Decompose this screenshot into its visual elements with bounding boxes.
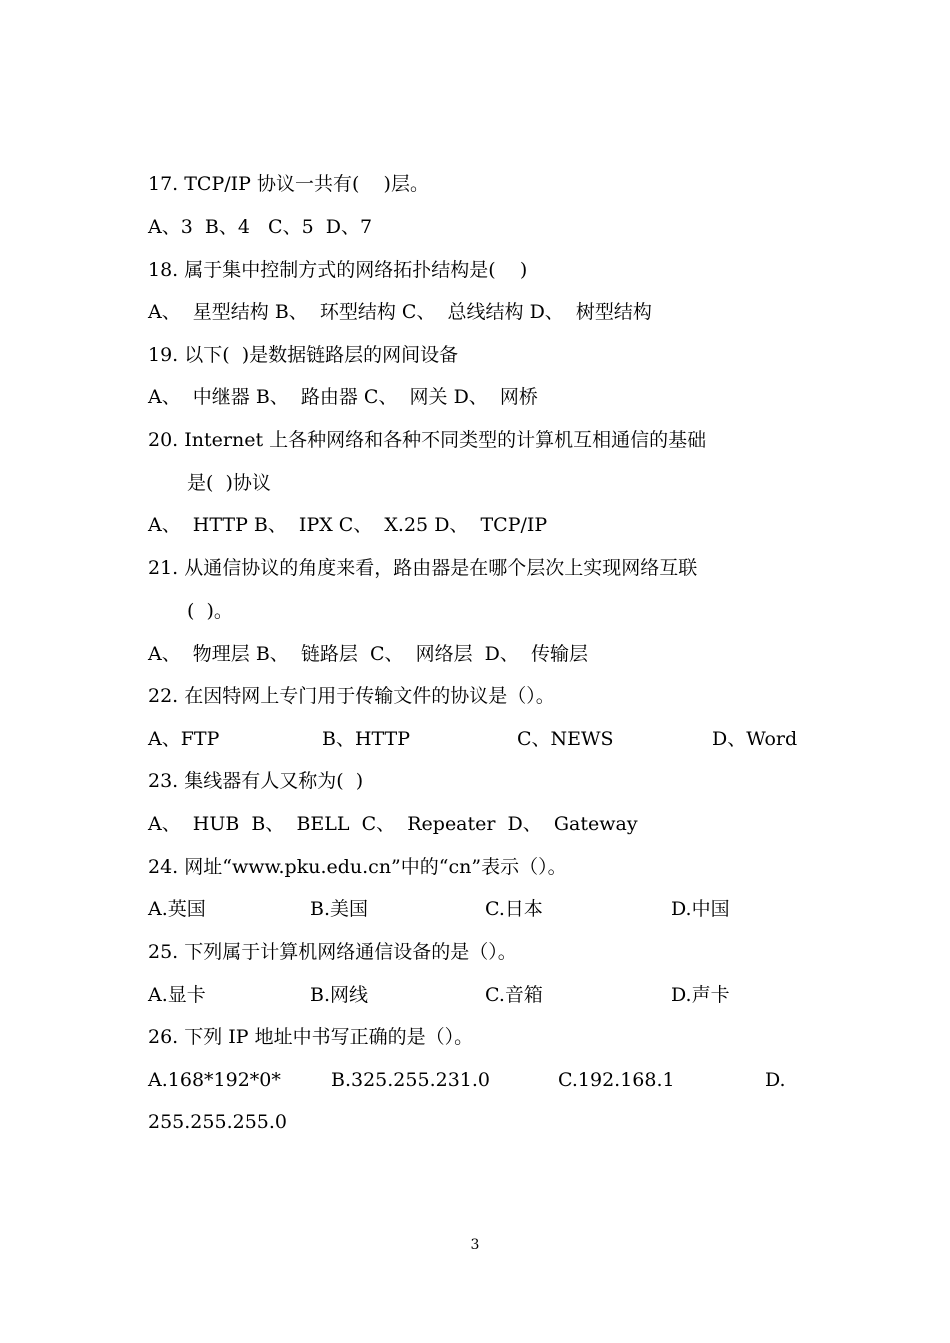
- question-26-stem: 26. 下列 IP 地址中书写正确的是（）。: [148, 1026, 474, 1048]
- question-25-option-d: D.声卡: [671, 984, 730, 1006]
- question-26-option-a: A.168*192*0*: [148, 1069, 281, 1091]
- question-24-option-d: D.中国: [671, 898, 730, 920]
- question-23-options: A、 HUB B、 BELL C、 Repeater D、 Gateway: [148, 813, 638, 835]
- question-22-option-c: C、NEWS: [517, 728, 614, 750]
- question-25-option-a: A.显卡: [148, 984, 206, 1006]
- question-17-options: A、3 B、4 C、5 D、7: [148, 216, 373, 238]
- question-18-options: A、 星型结构 B、 环型结构 C、 总线结构 D、 树型结构: [148, 301, 652, 323]
- question-22-option-d: D、Word: [712, 728, 798, 750]
- question-24-option-a: A.英国: [148, 898, 206, 920]
- question-21-stem-line1: 21. 从通信协议的角度来看，路由器是在哪个层次上实现网络互联: [148, 557, 698, 579]
- question-22-stem: 22. 在因特网上专门用于传输文件的协议是（）。: [148, 685, 555, 707]
- question-20-stem-line1: 20. Internet 上各种网络和各种不同类型的计算机互相通信的基础: [148, 429, 707, 451]
- question-24-option-b: B.美国: [310, 898, 369, 920]
- question-21-stem-line2: ( )。: [187, 600, 233, 622]
- question-26-option-d-label: D.: [765, 1069, 786, 1091]
- question-22-option-b: B、HTTP: [322, 728, 411, 750]
- question-25-option-b: B.网线: [310, 984, 369, 1006]
- question-22-option-a: A、FTP: [148, 728, 220, 750]
- page-number: 3: [470, 1237, 480, 1253]
- question-21-options: A、 物理层 B、 链路层 C、 网络层 D、 传输层: [148, 643, 588, 665]
- question-26-option-c: C.192.168.1: [558, 1069, 675, 1091]
- question-17-stem: 17. TCP/IP 协议一共有( )层。: [148, 173, 429, 195]
- question-19-options: A、 中继器 B、 路由器 C、 网关 D、 网桥: [148, 386, 538, 408]
- question-23-stem: 23. 集线器有人又称为( ): [148, 770, 364, 792]
- question-24-stem: 24. 网址“www.pku.edu.cn”中的“cn”表示（）。: [148, 856, 567, 878]
- question-19-stem: 19. 以下( )是数据链路层的网间设备: [148, 344, 459, 366]
- question-26-option-b: B.325.255.231.0: [331, 1069, 491, 1091]
- question-20-options: A、 HTTP B、 IPX C、 X.25 D、 TCP/IP: [148, 514, 548, 536]
- question-26-option-d-value: 255.255.255.0: [148, 1111, 288, 1133]
- question-24-option-c: C.日本: [485, 898, 543, 920]
- question-25-option-c: C.音箱: [485, 984, 543, 1006]
- question-18-stem: 18. 属于集中控制方式的网络拓扑结构是( ): [148, 259, 528, 281]
- question-25-stem: 25. 下列属于计算机网络通信设备的是（）。: [148, 941, 517, 963]
- question-20-stem-line2: 是( )协议: [187, 472, 271, 494]
